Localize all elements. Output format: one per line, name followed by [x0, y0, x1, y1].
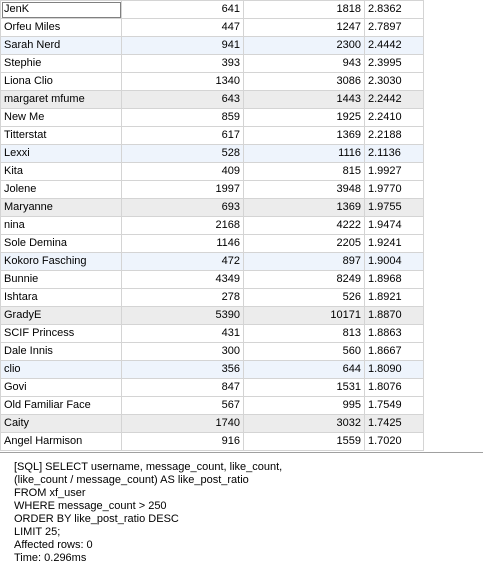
cell-like-post-ratio[interactable]: 1.9755: [365, 199, 424, 217]
cell-like-post-ratio[interactable]: 1.8863: [365, 325, 424, 343]
cell-username[interactable]: Kita: [1, 163, 122, 181]
cell-like-post-ratio[interactable]: 1.9474: [365, 217, 424, 235]
cell-username[interactable]: Old Familiar Face: [1, 397, 122, 415]
table-row[interactable]: [1, 55, 424, 73]
cell-like-count[interactable]: 1369: [244, 199, 365, 217]
cell-like-post-ratio[interactable]: 1.9004: [365, 253, 424, 271]
cell-like-post-ratio[interactable]: 1.9927: [365, 163, 424, 181]
message-log: [14, 461, 282, 565]
cell-message-count[interactable]: 941: [122, 37, 244, 55]
cell-username[interactable]: Maryanne: [1, 199, 122, 217]
cell-like-post-ratio[interactable]: 1.7425: [365, 415, 424, 433]
cell-message-count[interactable]: 916: [122, 433, 244, 451]
cell-like-post-ratio[interactable]: 2.2188: [365, 127, 424, 145]
cell-username[interactable]: Jolene: [1, 181, 122, 199]
cell-like-post-ratio[interactable]: 1.7020: [365, 433, 424, 451]
cell-like-count[interactable]: 1531: [244, 379, 365, 397]
cell-like-post-ratio[interactable]: 1.8870: [365, 307, 424, 325]
cell-username[interactable]: GradyE: [1, 307, 122, 325]
cell-username[interactable]: Sarah Nerd: [1, 37, 122, 55]
table-row[interactable]: [1, 253, 424, 271]
cell-like-post-ratio[interactable]: 1.7549: [365, 397, 424, 415]
cell-like-count[interactable]: 943: [244, 55, 365, 73]
cell-like-post-ratio[interactable]: 1.9241: [365, 235, 424, 253]
table-row[interactable]: [1, 343, 424, 361]
cell-like-count[interactable]: 897: [244, 253, 365, 271]
cell-message-count[interactable]: 567: [122, 397, 244, 415]
cell-username[interactable]: Stephie: [1, 55, 122, 73]
message-line: [SQL] SELECT username, message_count, like_count,: [14, 461, 283, 473]
cell-like-count[interactable]: 1369: [244, 127, 365, 145]
table-row[interactable]: [1, 397, 424, 415]
cell-like-post-ratio[interactable]: 1.8076: [365, 379, 424, 397]
cell-like-count[interactable]: 1247: [244, 19, 365, 37]
cell-message-count[interactable]: 356: [122, 361, 244, 379]
table-row[interactable]: [1, 109, 424, 127]
cell-message-count[interactable]: 409: [122, 163, 244, 181]
cell-username[interactable]: Sole Demina: [1, 235, 122, 253]
table-row[interactable]: [1, 127, 424, 145]
cell-like-count[interactable]: 1443: [244, 91, 365, 109]
cell-message-count[interactable]: 447: [122, 19, 244, 37]
cell-like-count[interactable]: 3948: [244, 181, 365, 199]
cell-like-count[interactable]: 3032: [244, 415, 365, 433]
cell-username[interactable]: nina: [1, 217, 122, 235]
table-row[interactable]: [1, 217, 424, 235]
cell-username[interactable]: Caity: [1, 415, 122, 433]
message-line: FROM xf_user: [14, 487, 86, 499]
cell-message-count[interactable]: 643: [122, 91, 244, 109]
cell-username[interactable]: Lexxi: [1, 145, 122, 163]
table-row[interactable]: [1, 325, 424, 343]
cell-like-post-ratio[interactable]: 2.3030: [365, 73, 424, 91]
cell-like-post-ratio[interactable]: 2.1136: [365, 145, 424, 163]
cell-like-count[interactable]: 560: [244, 343, 365, 361]
message-line: Time: 0.296ms: [14, 552, 87, 564]
cell-like-count[interactable]: 644: [244, 361, 365, 379]
cell-username[interactable]: Kokoro Fasching: [1, 253, 122, 271]
table-row[interactable]: [1, 235, 424, 253]
cell-message-count[interactable]: 859: [122, 109, 244, 127]
table-row[interactable]: [1, 1, 424, 19]
cell-message-count[interactable]: 528: [122, 145, 244, 163]
cell-message-count[interactable]: 693: [122, 199, 244, 217]
cell-message-count[interactable]: 641: [122, 1, 244, 19]
message-line: WHERE message_count > 250: [14, 500, 167, 512]
cell-like-count[interactable]: 995: [244, 397, 365, 415]
cell-message-count[interactable]: 1997: [122, 181, 244, 199]
cell-like-post-ratio[interactable]: 2.2442: [365, 91, 424, 109]
cell-like-count[interactable]: 1818: [244, 1, 365, 19]
cell-message-count[interactable]: 300: [122, 343, 244, 361]
table-row[interactable]: [1, 379, 424, 397]
cell-like-post-ratio[interactable]: 1.9770: [365, 181, 424, 199]
table-row[interactable]: [1, 37, 424, 55]
message-line: ORDER BY like_post_ratio DESC: [14, 513, 179, 525]
cell-message-count[interactable]: 431: [122, 325, 244, 343]
cell-like-post-ratio[interactable]: 2.2410: [365, 109, 424, 127]
cell-like-post-ratio[interactable]: 2.8362: [365, 1, 424, 19]
cell-username[interactable]: Angel Harmison: [1, 433, 122, 451]
cell-message-count[interactable]: 4349: [122, 271, 244, 289]
message-line: (like_count / message_count) AS like_post_ratio: [14, 474, 249, 486]
cell-like-count[interactable]: 813: [244, 325, 365, 343]
message-line: LIMIT 25;: [14, 526, 61, 538]
cell-username[interactable]: Titterstat: [1, 127, 122, 145]
cell-like-post-ratio[interactable]: 2.4442: [365, 37, 424, 55]
cell-like-count[interactable]: 1116: [244, 145, 365, 163]
cell-username[interactable]: Liona Clio: [1, 73, 122, 91]
cell-message-count[interactable]: 393: [122, 55, 244, 73]
cell-username[interactable]: Bunnie: [1, 271, 122, 289]
cell-like-count[interactable]: 526: [244, 289, 365, 307]
message-panel: [0, 453, 483, 581]
cell-username[interactable]: Ishtara: [1, 289, 122, 307]
cell-like-count[interactable]: 1559: [244, 433, 365, 451]
cell-like-count[interactable]: 1925: [244, 109, 365, 127]
table-row[interactable]: [1, 19, 424, 37]
table-row[interactable]: [1, 415, 424, 433]
table-row[interactable]: [1, 361, 424, 379]
table-row[interactable]: [1, 271, 424, 289]
message-line: Affected rows: 0: [14, 539, 93, 551]
cell-like-post-ratio[interactable]: 2.3995: [365, 55, 424, 73]
table-row[interactable]: [1, 307, 424, 325]
cell-like-post-ratio[interactable]: 1.8667: [365, 343, 424, 361]
cell-like-count[interactable]: 10171: [244, 307, 365, 325]
cell-username[interactable]: New Me: [1, 109, 122, 127]
cell-username[interactable]: JenK: [1, 1, 122, 19]
cell-message-count[interactable]: 1740: [122, 415, 244, 433]
cell-username[interactable]: margaret mfume: [1, 91, 122, 109]
table-row[interactable]: [1, 433, 424, 451]
cell-like-count[interactable]: 3086: [244, 73, 365, 91]
cell-message-count[interactable]: 5390: [122, 307, 244, 325]
cell-username[interactable]: Govi: [1, 379, 122, 397]
cell-username[interactable]: Orfeu Miles: [1, 19, 122, 37]
cell-like-post-ratio[interactable]: 1.8090: [365, 361, 424, 379]
cell-like-post-ratio[interactable]: 1.8921: [365, 289, 424, 307]
cell-message-count[interactable]: 1340: [122, 73, 244, 91]
cell-message-count[interactable]: 1146: [122, 235, 244, 253]
table-row[interactable]: [1, 163, 424, 181]
table-row[interactable]: [1, 73, 424, 91]
cell-username[interactable]: SCIF Princess: [1, 325, 122, 343]
cell-message-count[interactable]: 278: [122, 289, 244, 307]
cell-message-count[interactable]: 617: [122, 127, 244, 145]
table-row[interactable]: [1, 199, 424, 217]
table-row[interactable]: [1, 145, 424, 163]
cell-like-post-ratio[interactable]: 2.7897: [365, 19, 424, 37]
cell-like-count[interactable]: 4222: [244, 217, 365, 235]
cell-username[interactable]: Dale Innis: [1, 343, 122, 361]
table-row[interactable]: [1, 181, 424, 199]
cell-like-count[interactable]: 8249: [244, 271, 365, 289]
cell-message-count[interactable]: 847: [122, 379, 244, 397]
cell-like-count[interactable]: 2205: [244, 235, 365, 253]
cell-like-count[interactable]: 2300: [244, 37, 365, 55]
cell-like-count[interactable]: 815: [244, 163, 365, 181]
cell-message-count[interactable]: 472: [122, 253, 244, 271]
table-row[interactable]: [1, 91, 424, 109]
cell-username[interactable]: clio: [1, 361, 122, 379]
cell-like-post-ratio[interactable]: 1.8968: [365, 271, 424, 289]
cell-message-count[interactable]: 2168: [122, 217, 244, 235]
table-row[interactable]: [1, 289, 424, 307]
